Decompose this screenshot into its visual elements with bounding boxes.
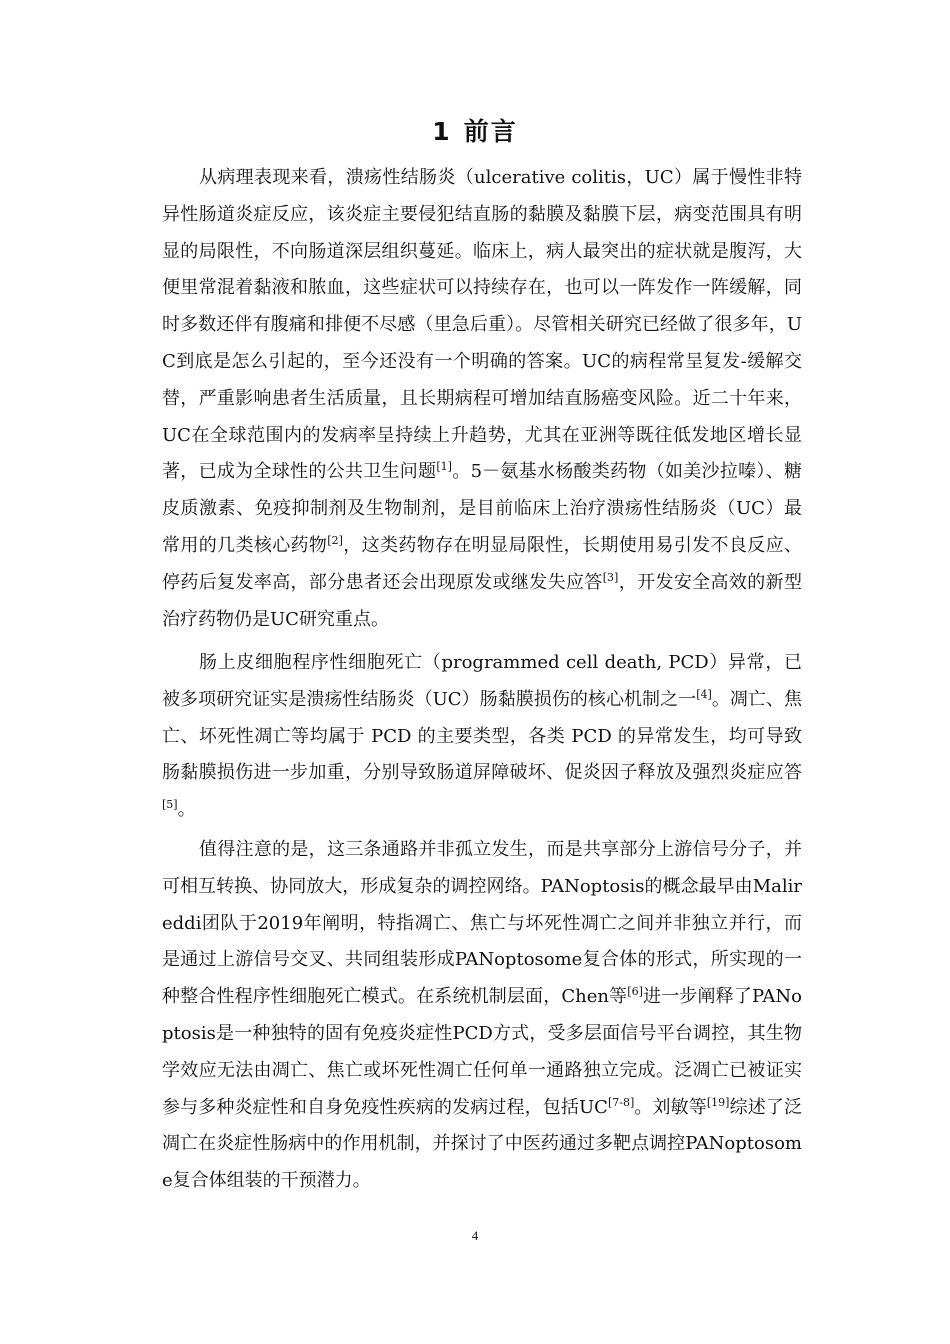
text-run: 。 [177,799,196,821]
citation-ref: [19] [706,1095,730,1109]
text-run: 。凋亡、焦亡、坏死性凋亡等均属于 PCD 的主要类型，各类 PCD 的异常发生，均可导致肠黏膜损伤进一步加重，分别导致肠道屏障破坏、促炎因子释放及强烈炎症应答 [162,688,802,784]
paragraph-1 [162,160,802,638]
citation-ref: [4] [696,687,712,701]
section-title: 前言 [463,117,518,146]
paragraph-3 [162,832,802,1200]
citation-ref: [1] [436,460,452,474]
text-run: ，这类药物存在明显局限性，长期使用易引发不良反应、停药后复发率高，部分患者还会出现原发或继发失应答 [162,534,803,593]
text-run: ，开发安全高效的新型治疗药物仍是UC研究重点。 [162,571,803,630]
text-run: 。5－氨基水杨酸类药物（如美沙拉嗪）、糖皮质激素、免疫抑制剂及生物制剂，是目前临床上治疗溃疡性结肠炎（UC）最常用的几类核心药物 [162,461,802,556]
text-run: 。刘敏等 [634,1096,707,1118]
citation-ref: [3] [602,570,619,584]
citation-ref: [5] [162,798,178,812]
citation-ref: [6] [627,985,643,999]
section-heading [0,112,950,152]
text-run: 肠上皮细胞程序性细胞死亡（programmed cell death, PCD）异常，已被多项研究证实是溃疡性结肠炎（UC）肠黏膜损伤的核心机制之一 [162,652,802,710]
text-run: 从病理表现来看，溃疡性结肠炎（ulcerative colitis，UC）属于慢性非特异性肠道炎症反应，该炎症主要侵犯结直肠的黏膜及黏膜下层，病变范围具有明显的局限性，不向肠道深层组织蔓延。临床上，病人最突出的症状就是腹泻，大便里常混着黏液和脓血，这些症状可以持续存在，也可以一阵发作一阵缓解，同时多数还伴有腹痛和排便不尽感（里急后重）。尽管相关研究已经做了很多年，UC到底是怎么引起的，至今还没有一个明确的答案。UC的病程常呈复发-缓解交替，严重影响患者生活质量，且长期病程可增加结直肠癌变风险。近二十年来，UC在全球范围内的发病率呈持续上升趋势，尤其在亚洲等既往低发地区增长显著，已成为全球性的公共卫生问题 [162,167,802,483]
text-run: 值得注意的是，这三条通路并非孤立发生，而是共享部分上游信号分子，并可相互转换、协同放大，形成复杂的调控网络。PANoptosis的概念最早由Malireddi团队于2019年阐明，特指凋亡、焦亡与坏死性凋亡之间并非独立并行，而是通过上游信号交叉、共同组装形成PANoptosome复合体的形式，所实现的一种整合性程序性细胞死亡模式。在系统机制层面，Chen等 [162,839,802,1008]
section-number: 1 [432,117,452,146]
text-run: 综述了泛凋亡在炎症性肠病中的作用机制，并探讨了中医药通过多靶点调控PANoptosome复合体组装的干预潜力。 [162,1096,803,1192]
citation-ref: [2] [327,533,343,547]
text-run: 进一步阐释了PANoptosis是一种独特的固有免疫炎症性PCD方式，受多层面信号平台调控，其生物学效应无法由凋亡、焦亡或坏死性凋亡任何单一通路独立完成。泛凋亡已被证实参与多种炎症性和自身免疫性疾病的发病过程，包括UC [162,986,803,1118]
page-number: 4 [471,1228,479,1243]
citation-ref: [7-8] [607,1095,635,1109]
paragraph-2 [162,645,802,829]
